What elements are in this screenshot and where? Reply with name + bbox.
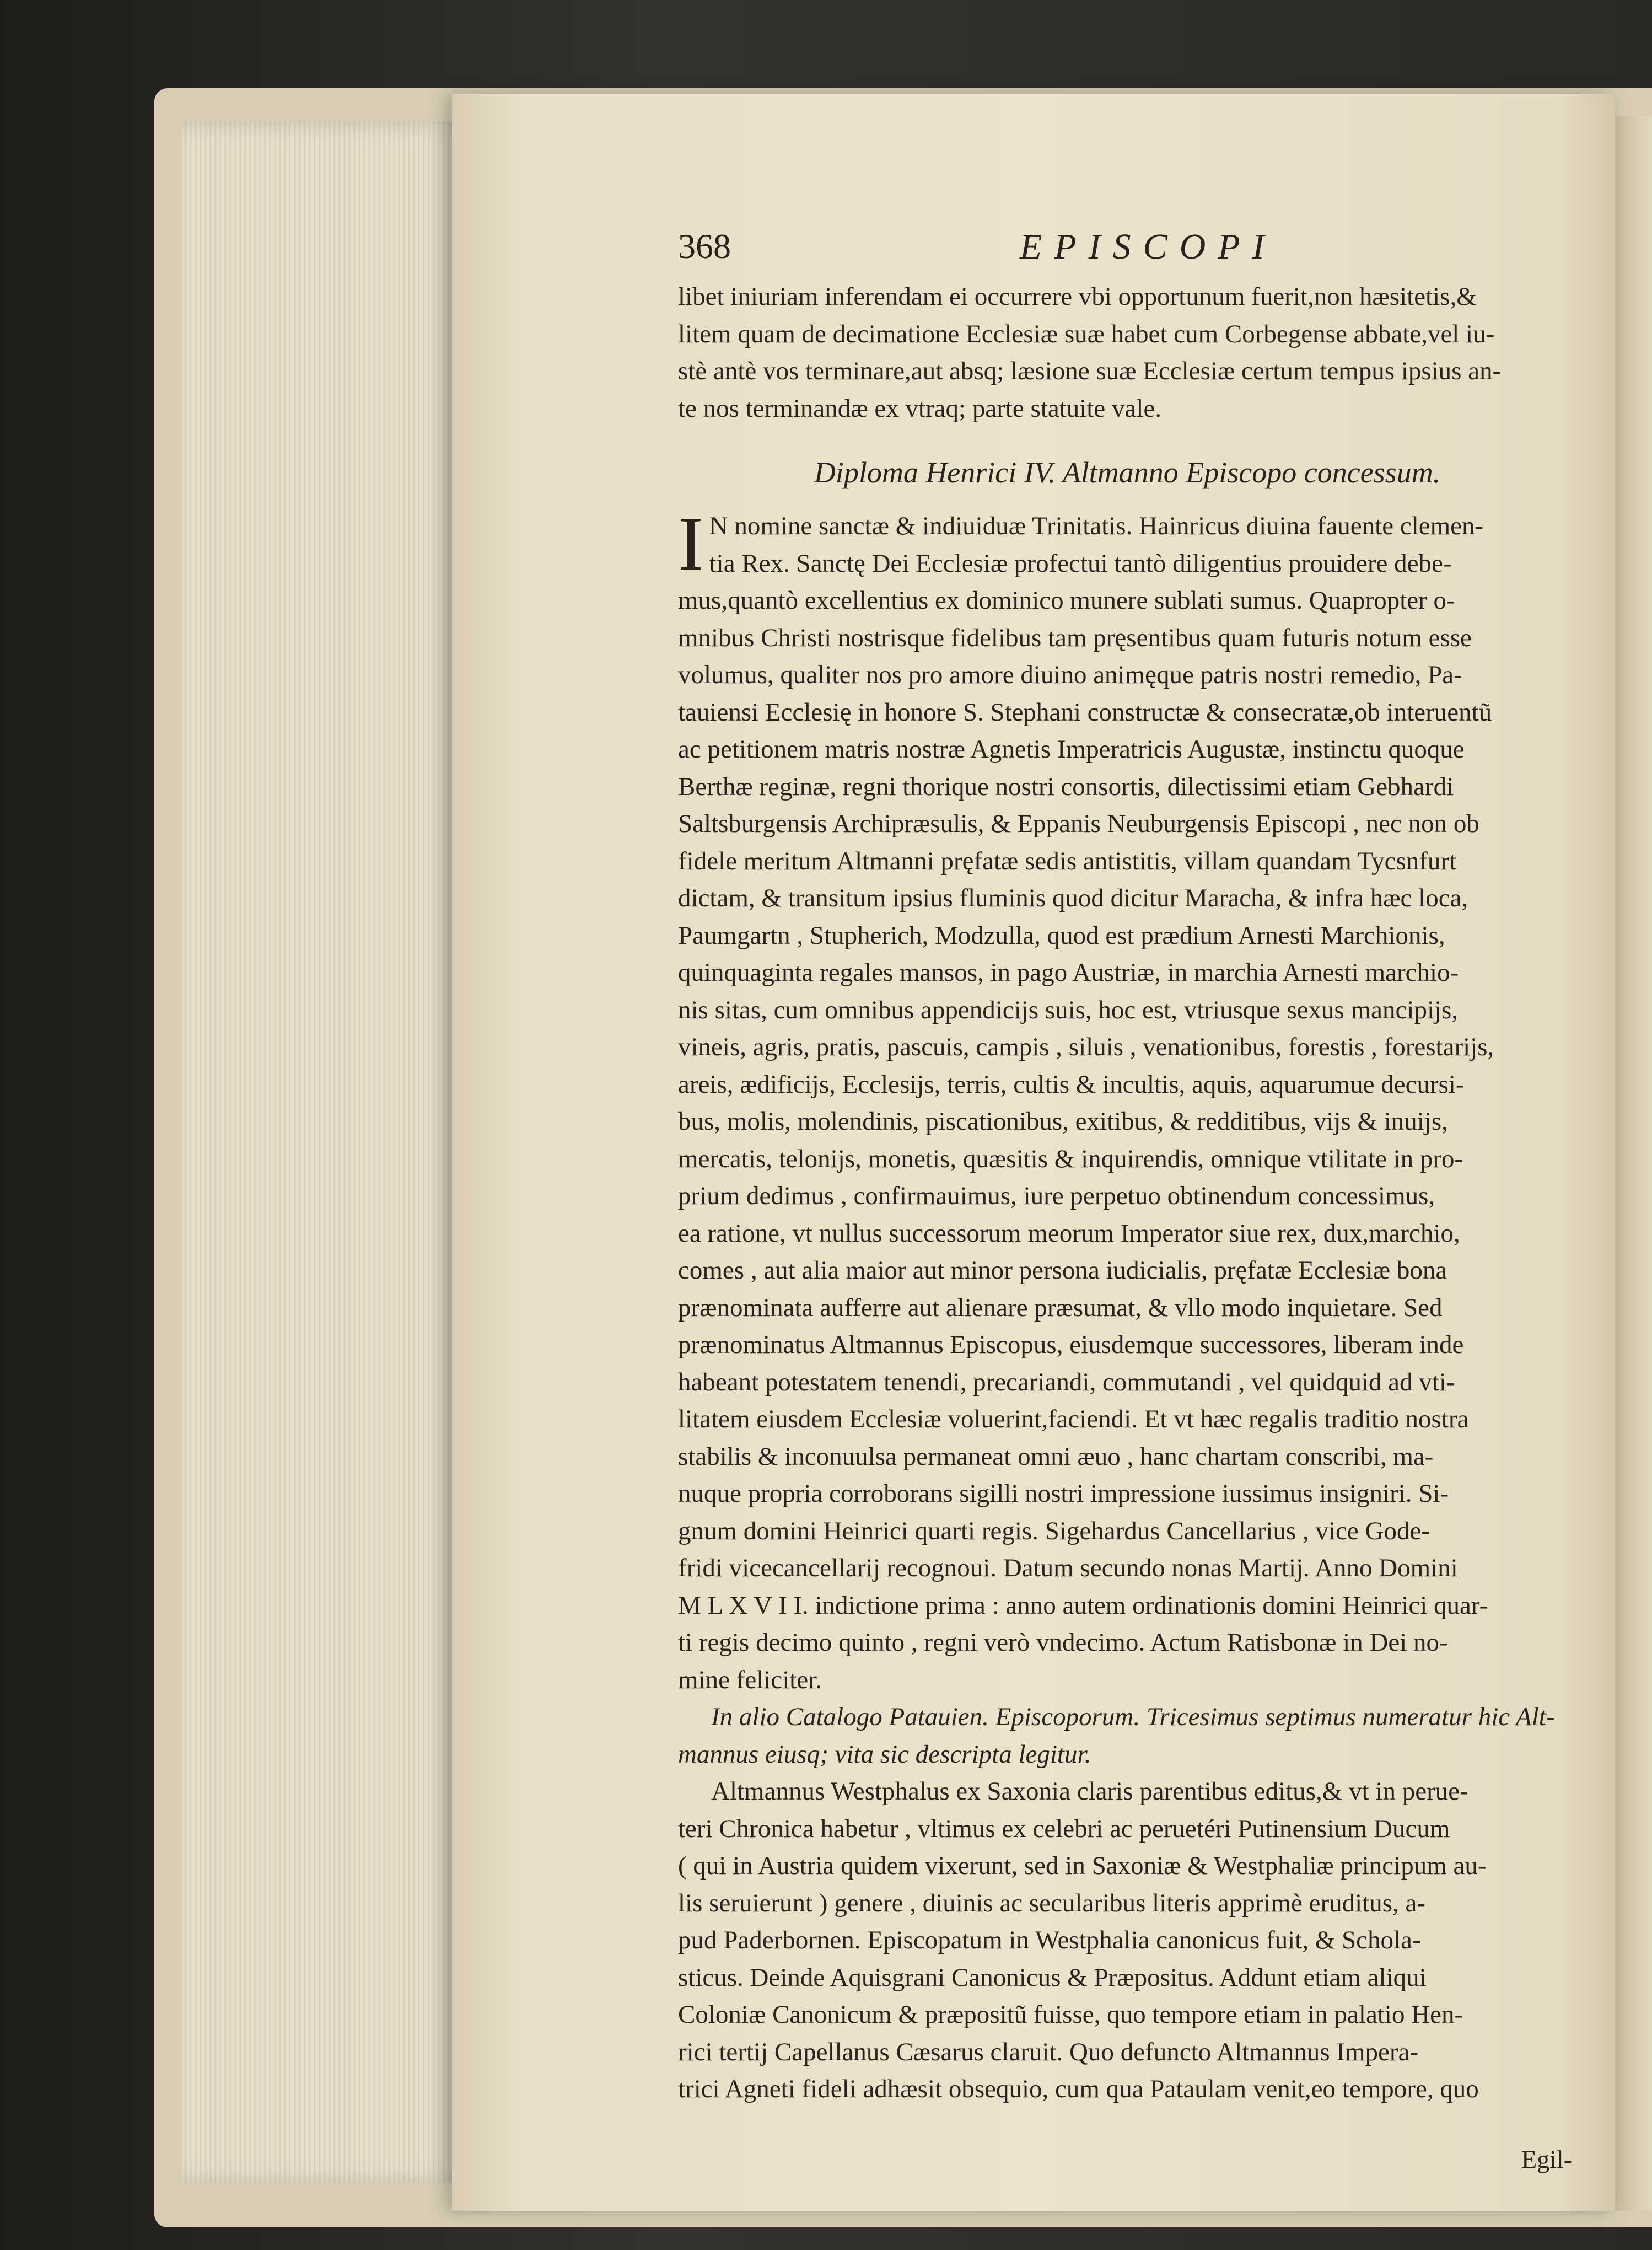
text-line: nis sitas, cum omnibus appendicijs suis, hoc est, vtriusque sexus mancipijs, [678,995,1459,1024]
text-line: prium dedimus , confirmauimus, iure perpetuo obtinendum concessimus, [678,1182,1435,1210]
page-edges [182,121,458,2183]
text-line: stabilis & inconuulsa permaneat omni æuo , hanc chartam conscribi, ma- [678,1442,1434,1471]
page-number: 368 [678,227,731,266]
text-line: mercatis, telonijs, monetis, quæsitis & inquirendis, omnique vtilitate in pro- [678,1144,1463,1173]
text-line: ( qui in Austria quidem vixerunt, sed in Saxoniæ & Westphaliæ principum au- [678,1851,1487,1880]
text-line: prænominatus Altmannus Episcopus, eiusdemque successores, liberam inde [678,1330,1464,1359]
next-page-edge [1615,116,1652,2211]
intro-paragraph [678,278,1576,427]
text-line: areis, ædificijs, Ecclesijs, terris, cultis & incultis, aquis, aquarumue decursi- [678,1070,1465,1099]
page-header [678,226,1560,276]
text-line: rici tertij Capellanus Cæsarus claruit. Quo defuncto Altmannus Impera- [678,2037,1419,2066]
running-head: EPISCOPI [1020,227,1277,267]
text-line: te nos terminandæ ex vtraq; parte statuite vale. [678,394,1162,423]
vita-paragraph [678,1773,1576,2108]
diploma-heading: Diploma Henrici IV. Altmanno Episcopo concessum. [814,456,1441,489]
text-line: ti regis decimo quinto , regni verò vndecimo. Actum Ratisbonæ in Dei no- [678,1628,1448,1657]
text-line: fridi vicecancellarij recognoui. Datum secundo nonas Martij. Anno Domini [678,1554,1458,1582]
text-line: mnibus Christi nostrisque fidelibus tam pręsentibus quam futuris notum esse [678,623,1472,652]
text-line: mine feliciter. [678,1665,822,1694]
catalog-note [678,1699,1576,1773]
text-line: libet iniuriam inferendam ei occurrere vbi opportunum fuerit,non hæsitetis,& [678,282,1477,311]
text-line: ea ratione, vt nullus successorum meorum Imperator siue rex, dux,marchio, [678,1218,1460,1248]
text-line: N nomine sanctæ & indiuiduæ Trinitatis. Hainricus diuina fauente clemen- [709,512,1484,540]
text-line: comes , aut alia maior aut minor persona iudicialis, pręfatæ Ecclesiæ bona [678,1256,1447,1285]
text-line: vineis, agris, pratis, pascuis, campis , siluis , venationibus, forestis , forestarijs, [678,1033,1494,1061]
text-line: bus, molis, molendinis, piscationibus, exitibus, & redditibus, vijs & inuijs, [678,1107,1448,1136]
text-line: Coloniæ Canonicum & præpositũ fuisse, quo tempore etiam in palatio Hen- [678,2000,1463,2029]
text-line: mus,quantò excellentius ex dominico munere sublati sumus. Quapropter o- [678,586,1455,615]
text-line: pud Paderbornen. Episcopatum in Westphalia canonicus fuit, & Schola- [678,1926,1421,1954]
text-line: lis seruierunt ) genere , diuinis ac secularibus literis apprimè eruditus, a- [678,1888,1426,1918]
text-line: ac petitionem matris nostræ Agnetis Imperatricis Augustæ, instinctu quoque [678,735,1465,764]
text-line: nuque propria corroborans sigilli nostri impressione iussimus insigniri. Si- [678,1479,1449,1508]
text-line: dictam, & transitum ipsius fluminis quod dicitur Maracha, & infra hæc loca, [678,884,1468,912]
diploma-paragraph [678,501,1576,1699]
dropcap-initial: I [678,501,704,587]
text-line: litem quam de decimatione Ecclesiæ suæ habet cum Corbegense abbate,vel iu- [678,319,1495,348]
catchword: Egil- [1521,2145,1572,2173]
text-line: stè antè vos terminare,aut absq; læsione suæ Ecclesiæ certum tempus ipsius an- [678,357,1502,385]
text-line: fidele meritum Altmanni pręfatæ sedis antistitis, villam quandam Tycsnfurt [678,846,1457,876]
text-line: gnum domini Heinrici quarti regis. Sigehardus Cancellarius , vice Gode- [678,1516,1430,1545]
text-line: trici Agneti fideli adhæsit obsequio, cum qua Pataulam venit,eo tempore, quo [678,2075,1479,2103]
text-line: Berthæ reginæ, regni thorique nostri consortis, dilectissimi etiam Gebhardi [678,772,1454,801]
text-line: mannus eiusq; vita sic descripta legitur. [678,1739,1091,1769]
text-line: Saltsburgensis Archipræsulis, & Eppanis Neuburgensis Episcopi , nec non ob [678,809,1479,838]
text-line: teri Chronica habetur , vltimus ex celebri ac peruetéri Putinensium Ducum [678,1814,1450,1843]
text-line: tauiensi Ecclesię in honore S. Stephani constructæ & consecratæ,ob interuentũ [678,697,1492,727]
text-line: volumus, qualiter nos pro amore diuino animęque patris nostri remedio, Pa- [678,660,1462,689]
text-line: In alio Catalogo Patauien. Episcoporum. Tricesimus septimus numeratur hic Alt- [711,1703,1555,1731]
text-line: Paumgartn , Stupherich, Modzulla, quod est prædium Arnesti Marchionis, [678,921,1445,950]
text-line: M L X V I I. indictione prima : anno autem ordinationis domini Heinrici quar- [678,1591,1488,1620]
text-line: habeant potestatem tenendi, precariandi, commutandi , vel quidquid ad vti- [678,1367,1455,1397]
text-line: sticus. Deinde Aquisgrani Canonicus & Præpositus. Addunt etiam aliqui [678,1963,1427,1992]
text-block [678,278,1576,2108]
text-line: tia Rex. Sanctę Dei Ecclesiæ profectui tantò diligentius prouidere debe- [709,549,1452,578]
text-line: Altmannus Westphalus ex Saxonia claris parentibus editus,& vt in perue- [711,1777,1468,1806]
text-line: prænominata aufferre aut alienare præsumat, & vllo modo inquietare. Sed [678,1293,1443,1322]
text-line: litatem eiusdem Ecclesiæ voluerint,faciendi. Et vt hæc regalis traditio nostra [678,1405,1469,1433]
text-line: quinquaginta regales mansos, in pago Austriæ, in marchia Arnesti marchio- [678,958,1459,987]
